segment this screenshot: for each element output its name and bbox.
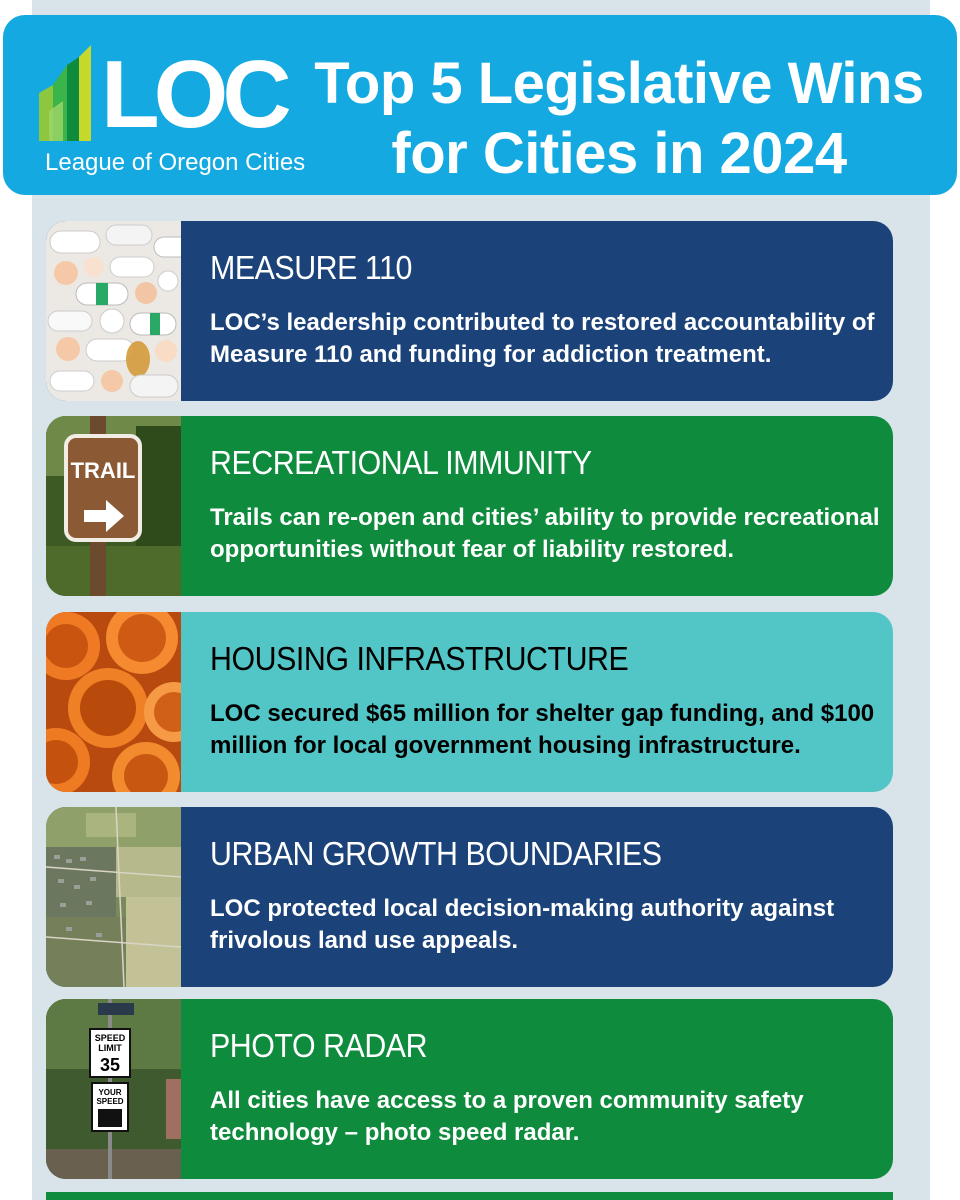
- card-body: Trails can re-open and cities’ ability to provide recreational opportunities without fear of liability restored.: [210, 504, 880, 563]
- trail-sign-image: [46, 416, 181, 596]
- trail-sign-text: TRAIL: [70, 458, 136, 483]
- next-card-edge: [46, 1192, 893, 1200]
- card-body: All cities have access to a proven community safety technology – photo speed radar.: [210, 1087, 804, 1146]
- page-title: [309, 49, 929, 189]
- title-line-2: for Cities in 2024: [391, 121, 847, 186]
- win-card-measure-110: [46, 221, 893, 401]
- your-speed-line1: YOUR: [98, 1088, 122, 1097]
- header-banner: [3, 15, 957, 195]
- speed-limit-line1: SPEED: [94, 1033, 126, 1043]
- win-card-photo-radar: [46, 999, 893, 1179]
- speed-limit-line2: LIMIT: [98, 1043, 122, 1053]
- logo-subtitle: League of Oregon Cities: [45, 149, 306, 176]
- win-card-recreational-immunity: [46, 416, 893, 596]
- loc-logo: [39, 41, 306, 181]
- card-heading: PHOTO RADAR: [210, 1027, 428, 1064]
- title-line-1: Top 5 Legislative Wins: [314, 51, 924, 116]
- card-heading: HOUSING INFRASTRUCTURE: [210, 640, 629, 677]
- speed-limit-value: 35: [99, 1055, 121, 1075]
- logo-wordmark: LOC: [101, 41, 286, 148]
- speed-sign-image: [46, 999, 181, 1179]
- aerial-land-image: [46, 807, 181, 987]
- card-body: LOC’s leadership contributed to restored accountability of Measure 110 and funding for addiction treatment.: [210, 309, 875, 368]
- card-heading: MEASURE 110: [210, 249, 412, 286]
- card-body: LOC protected local decision-making authority against frivolous land use appeals.: [210, 895, 835, 954]
- orange-pipes-image: [46, 612, 181, 792]
- card-body: LOC secured $65 million for shelter gap funding, and $100 million for local government housing infrastructure.: [210, 700, 875, 759]
- win-card-housing-infrastructure: [46, 612, 893, 792]
- your-speed-line2: SPEED: [96, 1097, 124, 1106]
- city-bars-logo-icon: [39, 41, 99, 141]
- card-heading: RECREATIONAL IMMUNITY: [210, 444, 592, 481]
- card-heading: URBAN GROWTH BOUNDARIES: [210, 835, 662, 872]
- pills-image: [46, 221, 181, 401]
- win-card-urban-growth-boundaries: [46, 807, 893, 987]
